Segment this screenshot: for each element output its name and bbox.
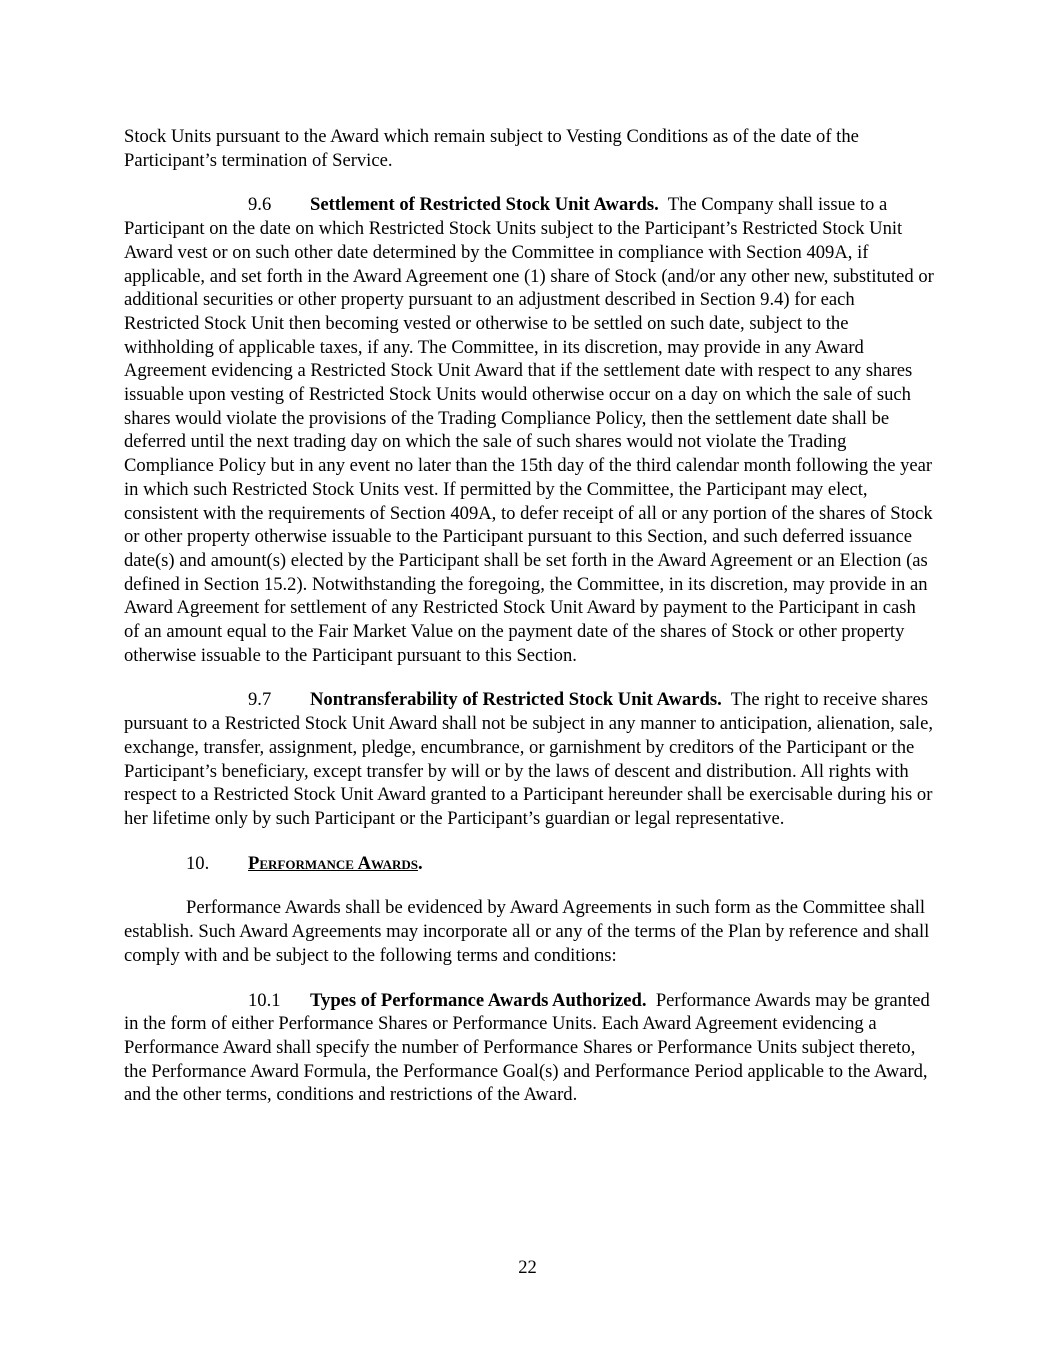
page-number: 22 xyxy=(518,1257,537,1278)
section-9-7-number: 9.7 xyxy=(248,689,272,711)
section-9-6-paragraph xyxy=(124,193,934,667)
section-9-6-number: 9.6 xyxy=(248,194,272,216)
section-9-7-paragraph xyxy=(124,688,934,830)
section-10-title: Performance Awards xyxy=(248,852,418,874)
section-10-number: 10. xyxy=(186,852,210,874)
section-10-1-body: Performance Awards may be granted in the form of either Performance Shares or Performance Units. Each Award Agreement evidencing a Performance Award shall specify the number of Performance Shares or Performance Units subject thereto, the Performance Award Formula, the Performance Goal(s) and Performance Period applicable to the Award, and the other terms, conditions and restrictions of the Award. xyxy=(124,989,930,1106)
section-10-title-suffix: . xyxy=(417,852,423,874)
section-10-1-paragraph xyxy=(124,989,934,1108)
section-10-1-number: 10.1 xyxy=(248,989,281,1011)
section-9-7-body: The right to receive shares pursuant to a Restricted Stock Unit Award shall not be subject in any manner to anticipation, alienation, sale, exchange, transfer, assignment, pledge, encumbrance, or garnishment by creditors of the Participant or the Participant’s beneficiary, except transfer by will or by the laws of descent and distribution. All rights with respect to a Restricted Stock Unit Award granted to a Participant hereunder shall be exercisable during his or her lifetime only by such Participant or the Participant’s guardian or legal representative. xyxy=(124,689,933,829)
section-10-intro-paragraph: Performance Awards shall be evidenced by Award Agreements in such form as the Committee shall establish. Such Award Agreements may incorporate all or any of the terms of the Plan by reference and shall comply with and be subject to the following terms and conditions: xyxy=(124,897,930,966)
section-10-1-title: Types of Performance Awards Authorized. xyxy=(310,989,647,1011)
section-9-6-title: Settlement of Restricted Stock Unit Awards. xyxy=(310,194,659,216)
section-10-heading xyxy=(124,852,934,876)
section-9-7-title: Nontransferability of Restricted Stock Unit Awards. xyxy=(310,689,722,711)
section-9-6-body: The Company shall issue to a Participant on the date on which Restricted Stock Units subject to the Participant’s Restricted Stock Unit Award vest or on such other date determined by the Committee in compliance with Section 409A, if applicable, and set forth in the Award Agreement one (1) share of Stock (and/or any other new, substituted or additional securities or other property pursuant to an adjustment described in Section 9.4) for each Restricted Stock Unit then becoming vested or otherwise to be settled on such date, subject to the withholding of applicable taxes, if any. The Committee, in its discretion, may provide in any Award Agreement evidencing a Restricted Stock Unit Award that if the settlement date with respect to any shares issuable upon vesting of Restricted Stock Units would otherwise occur on a day on which the sale of such shares would violate the provisions of the Trading Compliance Policy, then the settlement date shall be deferred until the next trading day on which the sale of such shares would not violate the Trading Compliance Policy but in any event no later than the 15th day of the third calendar month following the year in which such Restricted Stock Units vest. If permitted by the Committee, the Participant may elect, consistent with the requirements of Section 409A, to defer receipt of all or any portion of the shares of Stock or other property otherwise issuable to the Participant pursuant to this Section, and such deferred issuance date(s) and amount(s) elected by the Participant shall be set forth in the Award Agreement or an Election (as defined in Section 15.2). Notwithstanding the foregoing, the Committee, in its discretion, may provide in an Award Agreement for settlement of any Restricted Stock Unit Award by payment to the Participant in cash of an amount equal to the Fair Market Value on the payment date of the shares of Stock or other property otherwise issuable to the Participant pursuant to this Section. xyxy=(124,194,934,666)
continuation-paragraph: Stock Units pursuant to the Award which remain subject to Vesting Conditions as of the date of the Participant’s termination of Service. xyxy=(124,126,859,171)
document-page xyxy=(124,125,934,1107)
